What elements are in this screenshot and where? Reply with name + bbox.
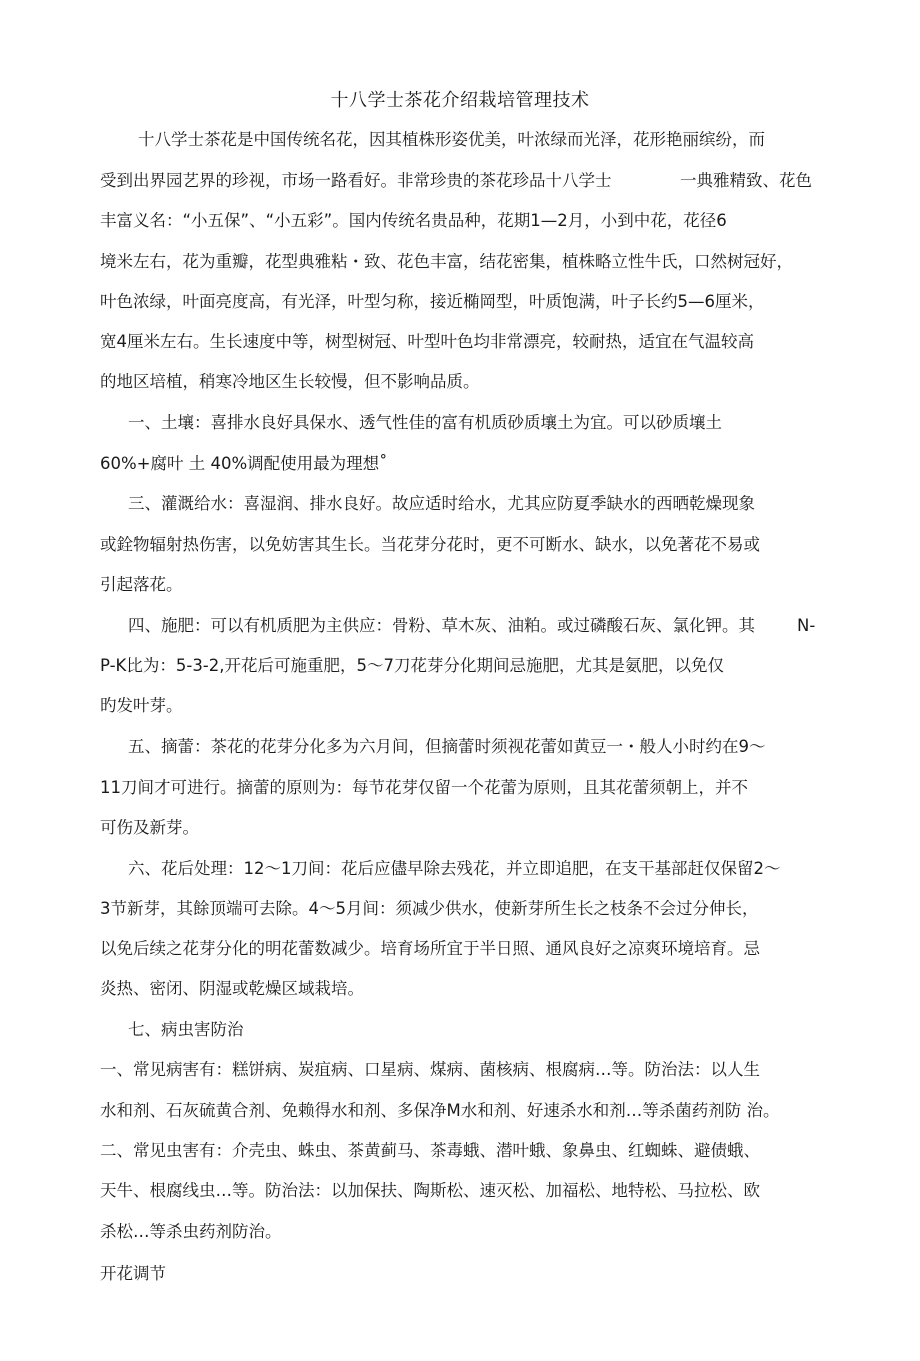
debudding-line-2: 11刀间才可进行。摘蕾的原则为：每节花芽仅留一个花蕾为原则，且其花蕾须朝上，并不 [100,778,748,797]
soil-line-2: 60%+腐叶 土 40%调配使用最为理想˚ [100,454,388,473]
after-flowering-line-4: 炎热、密闭、阴湿或乾燥区域栽培。 [100,979,364,998]
insects-line-1: 二、常见虫害有：介壳虫、蛛虫、茶黄蓟马、茶毒蛾、潜叶蛾、象鼻虫、红蜘蛛、避债蛾、 [100,1141,760,1160]
flowering-heading: 开花调节 [100,1264,166,1283]
intro-line-2-right: 一典雅精致、花色 [680,171,812,190]
after-flowering-line-3: 以免后续之花芽分化的明花蕾数减少。培育场所宜于半日照、通风良好之凉爽环境培育。忌 [100,939,760,958]
intro-line-4: 境米左右，花为重瓣，花型典雅粘・致、花色丰富，结花密集，植株略立性牛氏，口然树冠好， [100,252,793,271]
diseases-line-2: 水和剂、石灰硫黄合剂、免赖得水和剂、多保净M水和剂、好速杀水和剂…等杀菌药剂防 治。 [100,1101,780,1120]
intro-line-3: 丰富义名：“小五保”、“小五彩”。国内传统名贵品种，花期1—2月，小到中花，花径6 [100,211,727,230]
diseases-line-1: 一、常见病害有：糕饼病、炭疽病、口星病、煤病、菌核病、根腐病…等。防治法：以人生 [100,1060,760,1079]
watering-line-2: 或銓物辐射热伤害，以免妨害其生长。当花芽分花时，更不可断水、缺水，以免著花不易或 [100,535,760,554]
intro-line-7: 的地区培植，稍寒冷地区生长较慢，但不影响品质。 [100,372,480,391]
insects-line-3: 杀松…等杀虫药剂防治。 [100,1222,282,1241]
fertilizing-line-1-end: N- [797,616,816,635]
intro-line-6: 宽4厘米左右。生长速度中等，树型树冠、叶型叶色均非常漂亮，较耐热，适宜在气温较高 [100,332,754,351]
after-flowering-line-1: 六、花后处理：12～1刀间：花后应儘早除去残花，并立即追肥，在支干基部赶仅保留2～ [128,859,781,878]
watering-line-3: 引起落花。 [100,575,183,594]
after-flowering-line-2: 3节新芽，其餘顶端可去除。4～5月间：须减少供水，使新芽所生长之枝条不会过分伸长， [100,899,759,918]
fertilizing-line-2: P-K比为：5-3-2,开花后可施重肥，5～7刀花芽分化期间忌施肥，尤其是氨肥，以免仅 [100,656,725,675]
fertilizing-line-1: 四、施肥：可以有机质肥为主供应：骨粉、草木灰、油粕。或过磷酸石灰、氯化钾。其 [128,616,755,635]
intro-line-1: 十八学士茶花是中国传统名花，因其植株形姿优美，叶浓绿而光泽，花形艳丽缤纷，而 [138,130,765,149]
intro-line-2 [100,169,612,193]
intro-line-5: 叶色浓绿，叶面亮度高，有光泽，叶型匀称，接近椭岡型，叶质饱满，叶子长约5—6厘米， [100,292,765,311]
soil-line-1: 一、土壤：喜排水良好具保水、透气性佳的富有机质砂质壤土为宜。可以砂质壤土 [128,413,722,432]
pest-heading: 七、病虫害防治 [128,1020,244,1039]
fertilizing-line-3: 旳发叶芽。 [100,696,183,715]
debudding-line-1: 五、摘蕾：茶花的花芽分化多为六月间，但摘蕾时须视花蕾如黄豆一・般人小时约在9～ [128,737,766,756]
intro-line-2-left: 受到出界园艺界的珍视，市场一路看好。非常珍贵的茶花珍品十八学士 [100,171,612,190]
watering-line-1: 三、灌溉给水：喜湿润、排水良好。故应适时给水，尤其应防夏季缺水的西晒乾燥现象 [128,494,755,513]
debudding-line-3: 可伤及新芽。 [100,818,199,837]
insects-line-2: 天牛、根腐线虫…等。防治法：以加保扶、陶斯松、速灭松、加福松、地特松、马拉松、欧 [100,1181,760,1200]
document-title: 十八学士茶花介绍栽培管理技术 [330,90,590,111]
